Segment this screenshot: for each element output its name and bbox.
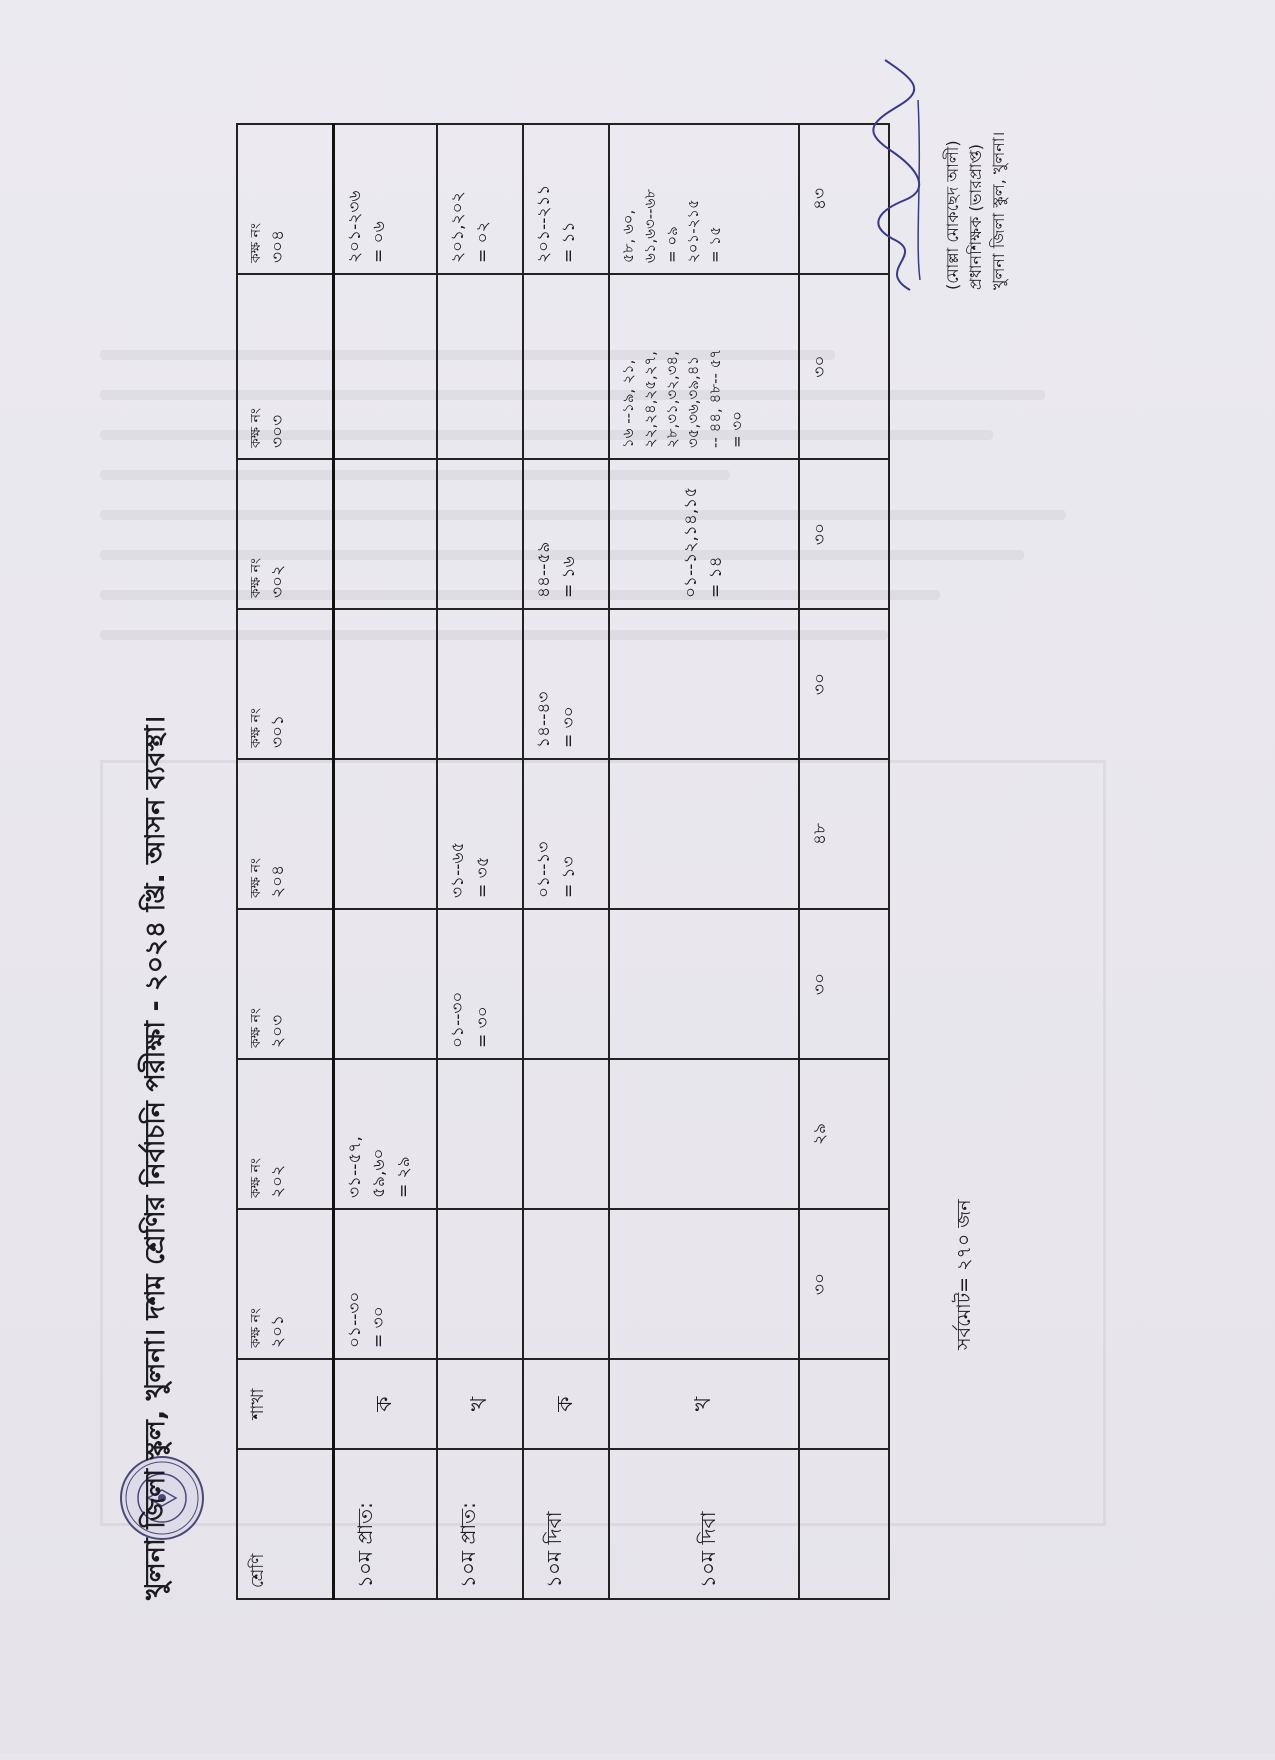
seat-cell: ০১--১২,১৪,১৫ = ১৪ bbox=[609, 459, 799, 609]
total-cell: ৩০ bbox=[799, 609, 889, 759]
total-cell: ৩০ bbox=[799, 274, 889, 459]
table-row bbox=[609, 124, 799, 1599]
seat-cell bbox=[333, 274, 437, 459]
totals-blank bbox=[799, 1359, 889, 1449]
grand-total: সর্বমোট= ২৭০ জন bbox=[953, 1199, 975, 1350]
total-cell: ৩০ bbox=[799, 459, 889, 609]
header-class: শ্রেণি bbox=[237, 1449, 333, 1599]
signatory-role: প্রধানশিক্ষক (ভারপ্রাপ্ত) bbox=[966, 144, 985, 290]
page-title: খুলনা জিলা স্কুল, খুলনা। দশম শ্রেণির নির্বাচনি পরীক্ষা - ২০২৪ খ্রি. আসন ব্যবস্থা। bbox=[140, 715, 171, 1600]
seat-cell bbox=[437, 609, 523, 759]
row-branch: খ bbox=[609, 1359, 799, 1449]
seat-cell: ৫৮, ৬০, ৬১,৬৩--৬৮ = ০৯ ২০১-২১৫ = ১৫ bbox=[609, 124, 799, 274]
handwritten-signature bbox=[870, 40, 930, 300]
total-cell: ৩০ bbox=[799, 1209, 889, 1359]
row-class: ১০ম প্রাত: bbox=[333, 1449, 437, 1599]
seat-cell bbox=[333, 909, 437, 1059]
seat-cell bbox=[437, 459, 523, 609]
seat-cell bbox=[609, 759, 799, 909]
seat-cell: ০১--৩০ = ৩০ bbox=[437, 909, 523, 1059]
seat-cell bbox=[523, 274, 609, 459]
seat-cell bbox=[333, 759, 437, 909]
total-cell: ২৯ bbox=[799, 1059, 889, 1209]
total-cell: ৩০ bbox=[799, 909, 889, 1059]
header-branch: শাখা bbox=[237, 1359, 333, 1449]
total-cell: ৪৩ bbox=[799, 124, 889, 274]
table-row bbox=[437, 124, 523, 1599]
seat-cell: ৪৪--৫৯ = ১৬ bbox=[523, 459, 609, 609]
row-branch: ক bbox=[333, 1359, 437, 1449]
header-room-201: কক্ষ নং ২০১ bbox=[237, 1209, 333, 1359]
seat-cell bbox=[333, 609, 437, 759]
header-room-203: কক্ষ নং ২০৩ bbox=[237, 909, 333, 1059]
header-room-204: কক্ষ নং ২০৪ bbox=[237, 759, 333, 909]
seat-cell: ২০১,২০২ = ০২ bbox=[437, 124, 523, 274]
seat-cell bbox=[609, 1059, 799, 1209]
seat-cell: ১৪--৪৩ = ৩০ bbox=[523, 609, 609, 759]
table-row bbox=[523, 124, 609, 1599]
seat-cell bbox=[333, 459, 437, 609]
seat-cell bbox=[437, 1209, 523, 1359]
seat-cell: ২০১-২৩৬ = ০৬ bbox=[333, 124, 437, 274]
totals-blank bbox=[799, 1449, 889, 1599]
row-branch: ক bbox=[523, 1359, 609, 1449]
signatory-name: (মোল্লা মোকছেদ আলী) bbox=[943, 140, 962, 290]
seat-cell bbox=[609, 1209, 799, 1359]
seat-cell bbox=[523, 1209, 609, 1359]
seat-cell bbox=[437, 274, 523, 459]
seat-cell bbox=[523, 1059, 609, 1209]
seat-cell: ০১--৩০ = ৩০ bbox=[333, 1209, 437, 1359]
seat-cell bbox=[609, 609, 799, 759]
seat-cell bbox=[523, 909, 609, 1059]
row-class: ১০ম প্রাত: bbox=[437, 1449, 523, 1599]
seat-cell: ২০১--২১১ = ১১ bbox=[523, 124, 609, 274]
header-room-304: কক্ষ নং ৩০৪ bbox=[237, 124, 333, 274]
total-cell: ৪৮ bbox=[799, 759, 889, 909]
header-room-301: কক্ষ নং ৩০১ bbox=[237, 609, 333, 759]
seat-cell bbox=[437, 1059, 523, 1209]
seat-cell bbox=[609, 909, 799, 1059]
row-branch: খ bbox=[437, 1359, 523, 1449]
seat-cell: ৩১--৬৫ = ৩৫ bbox=[437, 759, 523, 909]
totals-row bbox=[799, 124, 889, 1599]
seat-cell: ৩১--৫৭, ৫৯,৬০ = ২৯ bbox=[333, 1059, 437, 1209]
table-row bbox=[333, 124, 437, 1599]
row-class: ১০ম দিবা bbox=[609, 1449, 799, 1599]
seating-table bbox=[236, 123, 890, 1600]
header-room-202: কক্ষ নং ২০২ bbox=[237, 1059, 333, 1209]
row-class: ১০ম দিবা bbox=[523, 1449, 609, 1599]
header-room-303: কক্ষ নং ৩০৩ bbox=[237, 274, 333, 459]
signatory-org: খুলনা জিলা স্কুল, খুলনা। bbox=[989, 131, 1008, 290]
seat-cell: ০১--১৩ = ১৩ bbox=[523, 759, 609, 909]
table-header-row bbox=[237, 124, 333, 1599]
header-room-302: কক্ষ নং ৩০২ bbox=[237, 459, 333, 609]
seat-cell: ১৬ --১৯, ২১, ২২,২৪,২৫,২৭, ২৮,৩১,৩২,৩৪, ৩৫,৩৬,৩৯,৪১ -- ৪৪, ৪৮-- ৫৭ = ৩০ bbox=[609, 274, 799, 459]
